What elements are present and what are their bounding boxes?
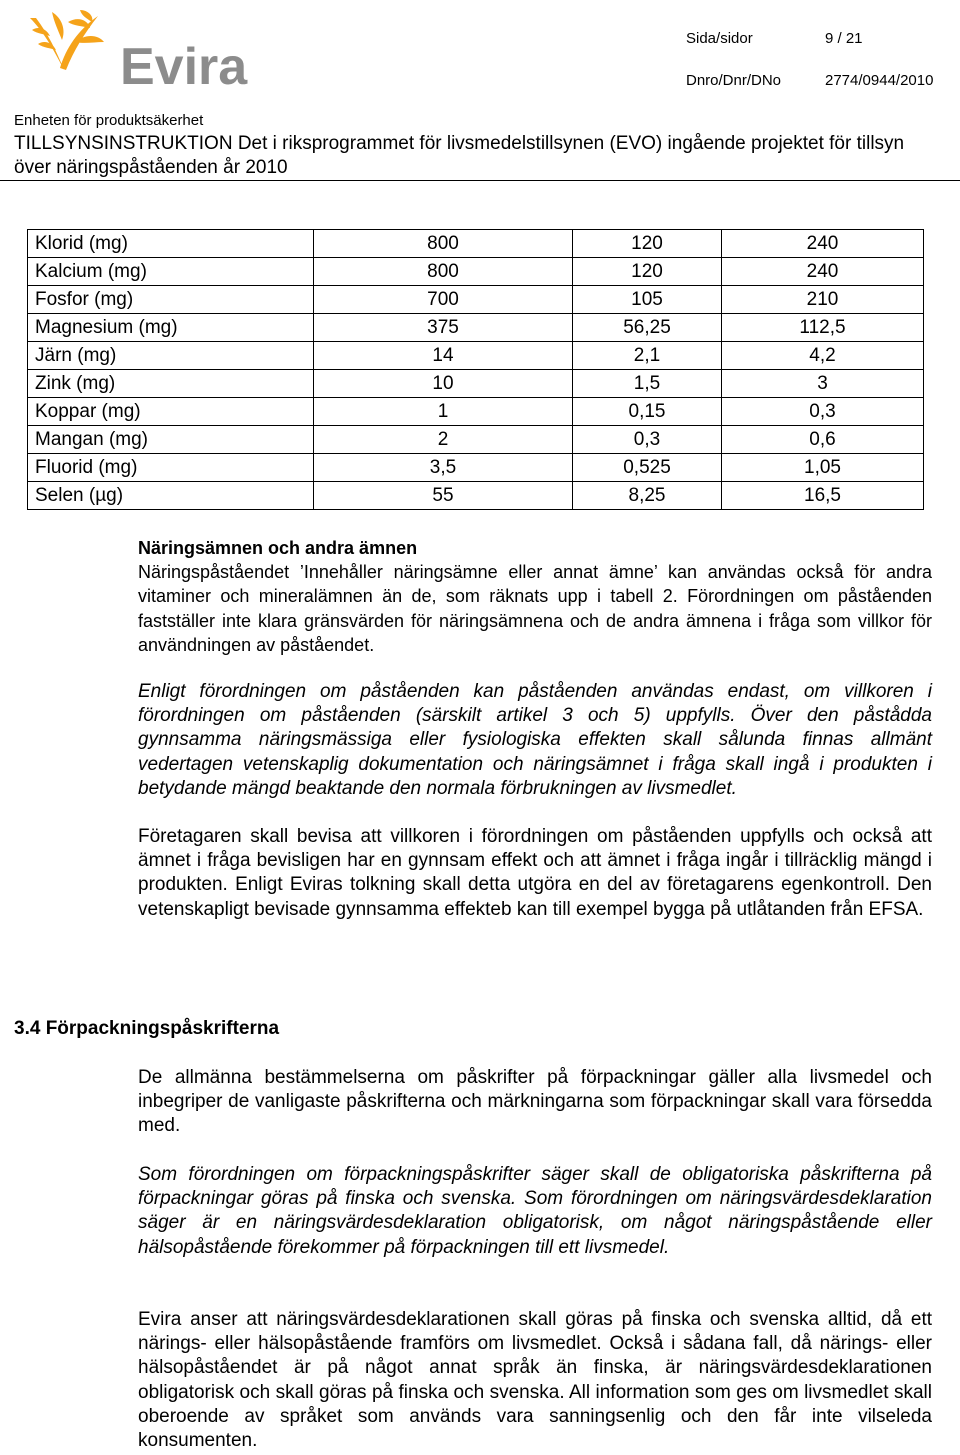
header-divider [0,180,960,181]
table-row [28,370,924,398]
table-cell: 112,5 [722,314,924,342]
table-cell: 0,3 [573,426,722,454]
table-cell: 240 [722,258,924,286]
table-row [28,258,924,286]
table-cell: 800 [314,230,573,258]
page-value: 9 / 21 [825,30,863,47]
paragraph: Evira anser att näringsvärdesdeklarationen skall göras på finska och svenska alltid, då ett närings- eller hälsopåstående framförs om livsmedlet. Också i sådana fall, då närings- eller hälsopåståendet är på något annat språk än finska, är näringsvärdesdeklarationen obligatorisk och skall göras på finska och svenska. All information som ges om livsmedlet skall oberoende av språket som används vara sanningsenlig och den får inte vilseleda konsumenten. [138,1309,932,1452]
table-cell: Fluorid (mg) [28,454,314,482]
page-label: Sida/sidor [686,30,753,47]
table-cell: 2,1 [573,342,722,370]
table-cell: 375 [314,314,573,342]
nutrient-table [27,229,924,510]
table-cell: 3 [722,370,924,398]
table-cell: 0,6 [722,426,924,454]
table-cell: Koppar (mg) [28,398,314,426]
table-cell: 14 [314,342,573,370]
table-cell: Selen (µg) [28,482,314,510]
paragraph: Näringspåståendet ’Innehåller näringsämne eller annat ämne’ kan användas också för andra vitaminer och mineralämnen än de, som räknats upp i tabell 2. Förordningen om påståenden fastställer inte klara gränsvärden för näringsämnena och de andra ämnena i fråga som villkor för användningen av påståendet. [138,562,932,655]
table-cell: 2 [314,426,573,454]
table-cell: 800 [314,258,573,286]
table-cell: 120 [573,258,722,286]
table-cell: 0,525 [573,454,722,482]
table-cell: Zink (mg) [28,370,314,398]
logo-wordmark: Evira [120,38,248,90]
paragraph: Enligt förordningen om påståenden kan påståenden användas endast, om villkoren i förordningen om påståenden (särskilt artikel 3 och 5) uppfylls. Över den påstådda gynnsamma näringsmässiga eller fysiologiska effekten skall sålunda finnas allmänt vedertagen vetenskaplig dokumentation och näringsämnet i fråga skall ingå i produkten i betydande mängd beaktande den normala förbrukningen av livsmedlet. [138,681,932,799]
table-cell: 700 [314,286,573,314]
table-cell: Magnesium (mg) [28,314,314,342]
table-cell: 8,25 [573,482,722,510]
table-row [28,426,924,454]
table-cell: 210 [722,286,924,314]
table-cell: Järn (mg) [28,342,314,370]
unit-name: Enheten för produktsäkerhet [14,112,204,129]
table-cell: Fosfor (mg) [28,286,314,314]
table-cell: 240 [722,230,924,258]
table-row [28,342,924,370]
table-cell: 0,15 [573,398,722,426]
table-row [28,230,924,258]
table-cell: Kalcium (mg) [28,258,314,286]
evira-logo [22,8,272,90]
table-cell: 4,2 [722,342,924,370]
table-cell: 16,5 [722,482,924,510]
table-row [28,314,924,342]
paragraph: De allmänna bestämmelserna om påskrifter på förpackningar gäller alla livsmedel och inbegriper de vanligaste påskrifterna och märkningarna som förpackningar skall vara försedda med. [138,1067,932,1137]
table-cell: 56,25 [573,314,722,342]
table-cell: Klorid (mg) [28,230,314,258]
table-cell: 1,05 [722,454,924,482]
table-cell: 105 [573,286,722,314]
section-heading: Näringsämnen och andra ämnen [138,538,418,558]
table-cell: 120 [573,230,722,258]
section-heading: 3.4 Förpackningspåskrifterna [14,1018,280,1039]
table-cell: 55 [314,482,573,510]
table-row [28,454,924,482]
table-cell: 1 [314,398,573,426]
section-nutrients [138,536,932,657]
leaf-icon [30,10,104,70]
dnro-label: Dnro/Dnr/DNo [686,72,782,89]
table-row [28,398,924,426]
table-row [28,482,924,510]
table-cell: Mangan (mg) [28,426,314,454]
paragraph: Företagaren skall bevisa att villkoren i förordningen om påståenden uppfylls och också att ämnet i fråga bevisligen har en gynnsam effekt och att ämnet i fråga ingår i tillräcklig mängd i produkten. Enligt Eviras tolkning skall detta utgöra en del av företagarens egenkontroll. Den vetenskapligt bevisade gynnsamma effekteb kan till exempel bygga på utlåtanden från EFSA. [138,826,932,920]
dnro-value: 2774/0944/2010 [825,72,934,89]
table-cell: 1,5 [573,370,722,398]
table-cell: 3,5 [314,454,573,482]
table-row [28,286,924,314]
table-cell: 10 [314,370,573,398]
paragraph: Som förordningen om förpackningspåskrifter säger skall de obligatoriska påskrifterna på förpackningar göras på finska och svenska. Som förordningen om näringsvärdesdeklaration säger är en näringsvärdesdeklaration obligatorisk, om något näringspåstående eller hälsopåstående förekommer på förpackningen till ett livsmedel. [138,1164,932,1258]
document-title: TILLSYNSINSTRUKTION Det i riksprogrammet för livsmedelstillsynen (EVO) ingående projektet för tillsyn över näringspåståenden år 2010 [14,133,905,178]
table-cell: 0,3 [722,398,924,426]
